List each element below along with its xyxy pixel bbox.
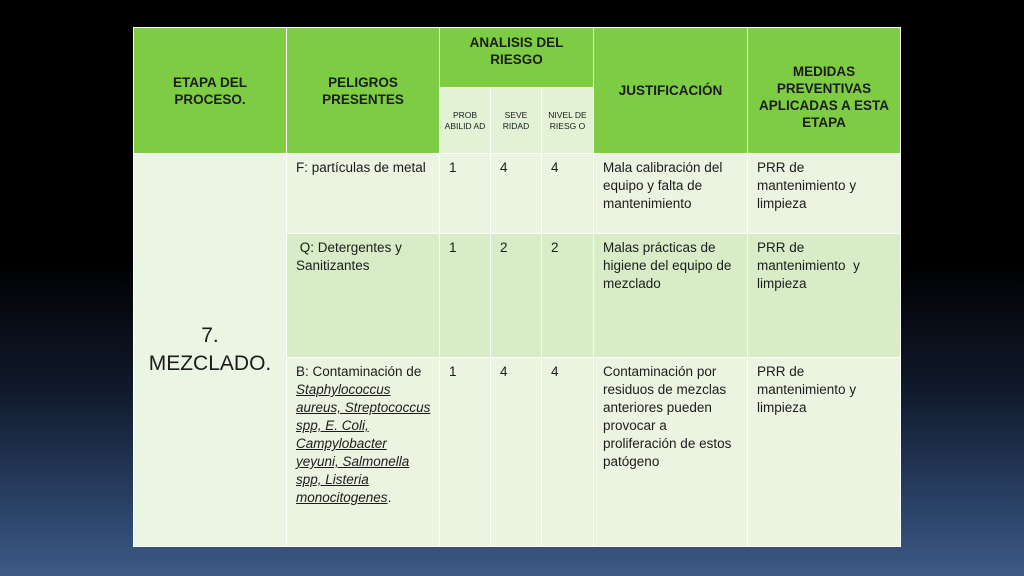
header-hazards: PELIGROS PRESENTES: [287, 28, 440, 154]
stage-name: MEZCLADO.: [148, 352, 272, 375]
hazard-prefix: B: Contaminación de: [296, 364, 422, 379]
risk-cell: 2: [542, 234, 594, 358]
header-preventive-measures: MEDIDAS PREVENTIVAS APLICADAS A ESTA ETAPA: [748, 28, 901, 154]
risk-cell: 4: [542, 358, 594, 547]
hazard-suffix: .: [387, 490, 392, 505]
stage-number: 7.: [201, 324, 219, 347]
severity-cell: 4: [491, 154, 542, 234]
hazard-cell: [287, 358, 440, 547]
justification-cell: Malas prácticas de higiene del equipo de mezclado: [594, 234, 748, 358]
header-probability: PROB ABILID AD: [440, 88, 491, 154]
probability-cell: 1: [440, 234, 491, 358]
measures-cell: PRR de mantenimiento y limpieza: [748, 234, 901, 358]
header-severity: SEVE RIDAD: [491, 88, 542, 154]
hazard-organisms: Staphylococcus aureus, Streptococcus spp, E. Coli, Campylobacter yeyuni, Salmonella spp, Listeria monocitogenes: [296, 382, 431, 505]
hazard-cell: Q: Detergentes y Sanitizantes: [287, 234, 440, 358]
severity-cell: 4: [491, 358, 542, 547]
probability-cell: 1: [440, 358, 491, 547]
measures-cell: PRR de mantenimiento y limpieza: [748, 154, 901, 234]
header-risk-analysis: ANALISIS DEL RIESGO: [440, 28, 594, 88]
justification-cell: Contaminación por residuos de mezclas anteriores pueden provocar a proliferación de estos patógeno: [594, 358, 748, 547]
probability-cell: 1: [440, 154, 491, 234]
header-stage: ETAPA DEL PROCESO.: [134, 28, 287, 154]
header-justification: JUSTIFICACIÓN: [594, 28, 748, 154]
risk-cell: 4: [542, 154, 594, 234]
severity-cell: 2: [491, 234, 542, 358]
header-risk-level: NIVEL DE RIESG O: [542, 88, 594, 154]
stage-cell: [134, 154, 287, 547]
measures-cell: PRR de mantenimiento y limpieza: [748, 358, 901, 547]
justification-cell: Mala calibración del equipo y falta de mantenimiento: [594, 154, 748, 234]
haccp-table: [133, 27, 901, 547]
hazard-cell: F: partículas de metal: [287, 154, 440, 234]
